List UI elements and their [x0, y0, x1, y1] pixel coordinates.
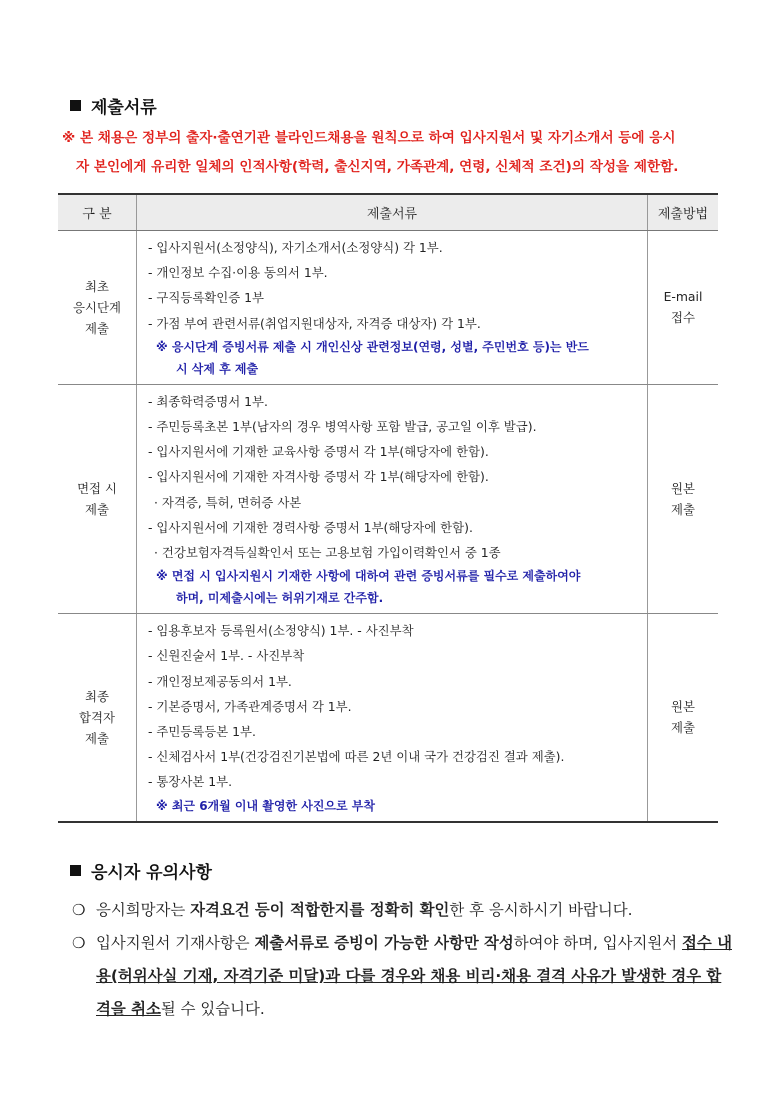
header-category: 구 분: [58, 194, 137, 231]
header-documents: 제출서류: [137, 194, 648, 231]
list-item: - 개인정보제공동의서 1부.: [148, 673, 292, 689]
list-item: - 개인정보 수집·이용 동의서 1부.: [148, 265, 328, 281]
section-title-documents: 제출서류: [70, 93, 157, 118]
row-note: ※ 최근 6개월 이내 촬영한 사진으로 부착: [156, 798, 375, 813]
list-item: · 건강보험자격득실확인서 또는 고용보험 가입이력확인서 중 1종: [154, 545, 501, 561]
list-item: ❍ 입사지원서 기재사항은 제출서류로 증빙이 가능한 사항만 작성하여야 하며, 입사지원서 접수 내용(허위사실 기재, 자격기준 미달)과 다를 경우와 채용 비리·채용 결격 사유가 발생한 경우 합격을 취소될 수 있습니다.: [72, 927, 732, 1026]
row-category: 면접 시 제출: [58, 384, 137, 613]
table-header-row: [58, 194, 718, 231]
list-item: ❍ 응시희망자는 자격요건 등이 적합한지를 정확히 확인한 후 응시하시기 바랍니다.: [72, 894, 732, 927]
header-method: 제출방법: [648, 194, 719, 231]
square-bullet-icon: [70, 865, 81, 876]
table-row: [58, 231, 718, 385]
section-title-precautions: 응시자 유의사항: [70, 858, 212, 883]
list-item: - 임용후보자 등록원서(소정양식) 1부. - 사진부착: [148, 623, 414, 639]
row-note: ※ 응시단계 증빙서류 제출 시 개인신상 관련정보(연령, 성별, 주민번호 등)는 반드 시 삭제 후 제출: [156, 339, 589, 376]
list-item: - 입사지원서에 기재한 교육사항 증명서 각 1부(해당자에 한함).: [148, 444, 489, 460]
list-item: - 입사지원서에 기재한 자격사항 증명서 각 1부(해당자에 한함).: [148, 469, 489, 485]
precautions-list: [72, 894, 732, 1026]
list-item: - 기본증명서, 가족관계증명서 각 1부.: [148, 698, 352, 714]
row-method: 원본 제출: [648, 614, 719, 822]
row-documents: [137, 231, 648, 385]
row-category: 최초 응시단계 제출: [58, 231, 137, 385]
list-item: - 입사지원서에 기재한 경력사항 증명서 1부(해당자에 한함).: [148, 519, 473, 535]
list-item: - 신원진술서 1부. - 사진부착: [148, 648, 305, 664]
list-item: - 신체검사서 1부(건강검진기본법에 따른 2년 이내 국가 건강검진 결과 제출).: [148, 749, 565, 765]
list-item: - 주민등록초본 1부(남자의 경우 병역사항 포함 발급, 공고일 이후 발급).: [148, 419, 537, 435]
list-item: - 최종학력증명서 1부.: [148, 393, 268, 409]
list-item: - 구직등록확인증 1부: [148, 290, 264, 306]
row-method: E-mail 접수: [648, 231, 719, 385]
table-row: [58, 614, 718, 822]
circle-bullet-icon: ❍: [72, 934, 86, 952]
row-note: ※ 면접 시 입사지원시 기재한 사항에 대하여 관련 증빙서류를 필수로 제출하여야 하며, 미제출시에는 허위기재로 간주함.: [156, 569, 581, 606]
table-row: [58, 384, 718, 613]
list-item: - 입사지원서(소정양식), 자기소개서(소정양식) 각 1부.: [148, 240, 443, 255]
list-item: - 통장사본 1부.: [148, 774, 233, 790]
blind-hiring-notice: ※ 본 채용은 정부의 출자·출연기관 블라인드채용을 원칙으로 하여 입사지원서 및 자기소개서 등에 응시 자 본인에게 유리한 일체의 인적사항(학력, 출신지역, 가족관계, 연령, 신체적 조건)의 작성을 제한함.: [62, 130, 679, 175]
list-item: · 자격증, 특허, 면허증 사본: [154, 494, 302, 510]
square-bullet-icon: [70, 100, 81, 111]
list-item: - 가점 부여 관련서류(취업지원대상자, 자격증 대상자) 각 1부.: [148, 315, 481, 331]
documents-table: [58, 193, 718, 823]
list-item: - 주민등록등본 1부.: [148, 724, 256, 740]
row-method: 원본 제출: [648, 384, 719, 613]
row-category: 최종 합격자 제출: [58, 614, 137, 822]
row-documents: [137, 614, 648, 822]
row-documents: [137, 384, 648, 613]
circle-bullet-icon: ❍: [72, 901, 86, 919]
